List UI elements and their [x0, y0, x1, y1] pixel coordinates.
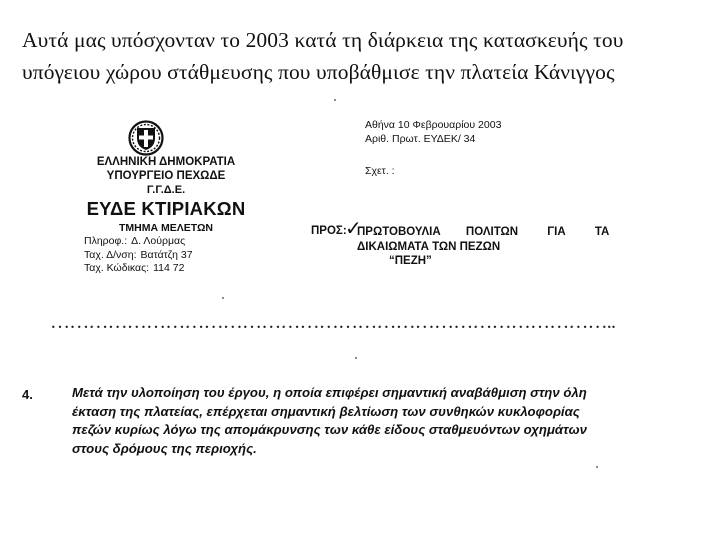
sender-ministry: ΥΠΟΥΡΓΕΙΟ ΠΕΧΩΔΕ: [106, 170, 226, 182]
recipient-word-4: ΤΑ: [594, 226, 610, 238]
paragraph-text: [72, 384, 692, 458]
letter-date: Αθήνα 10 Φεβρουαρίου 2003: [365, 119, 502, 131]
sender-zip-row: [84, 262, 266, 276]
paragraph-line-3: πεζών κυρίως λόγω της απομάκρυνσης των κάθε είδους σταθμευόντων οχημάτων: [72, 422, 587, 438]
sender-address-row: [84, 249, 266, 263]
recipient-word-2: ΠΟΛΙΤΩΝ: [465, 226, 519, 238]
recipient-lines: [357, 225, 609, 269]
sender-unit: ΕΥΔΕ ΚΤΙΡΙΑΚΩΝ: [86, 198, 246, 219]
header-right: [365, 118, 501, 178]
scan-speck: [355, 357, 357, 359]
zip-label: Ταχ. Κώδικας:: [84, 262, 150, 274]
greek-coat-of-arms-icon: [128, 120, 164, 156]
recipient-word-3: ΓΙΑ: [547, 226, 566, 238]
address-value: Βατάτζη 37: [140, 248, 193, 261]
recipient-label: ΠΡΟΣ:: [311, 225, 347, 237]
sender-country: ΕΛΛΗΝΙΚΗ ΔΗΜΟΚΡΑΤΙΑ: [96, 156, 236, 168]
info-label: Πληροφ.:: [84, 235, 128, 247]
scan-speck: [334, 99, 336, 101]
protocol-number: Αριθ. Πρωτ. ΕΥΔΕΚ/ 34: [365, 133, 476, 145]
recipient-line-1: [357, 225, 609, 240]
address-label: Ταχ. Δ/νση:: [84, 248, 137, 261]
scan-speck: [596, 466, 598, 468]
caption: [22, 24, 712, 88]
info-value: Δ. Λούρμας: [131, 235, 186, 247]
sender-block: [66, 155, 266, 276]
relation-field: Σχετ. :: [365, 165, 395, 177]
sender-gd: Γ.Γ.Δ.Ε.: [146, 184, 186, 196]
caption-line-1: Αυτά μας υπόσχονταν το 2003 κατά τη διάρκεια της κατασκευής του: [22, 28, 624, 52]
recipient-word-1: ΠΡΩΤΟΒΟΥΛΙΑ: [357, 226, 441, 238]
recipient-line-3: “ΠΕΖΗ”: [389, 255, 432, 267]
separator-dots: ……………………………………………………………………………..: [50, 311, 616, 333]
scan-speck: [222, 297, 224, 299]
caption-line-2: υπόγειου χώρου στάθμευσης που υποβάθμισε την πλατεία Κάνιγγος: [22, 60, 615, 84]
sender-info-row: [84, 235, 266, 249]
zip-value: 114 72: [153, 262, 185, 274]
paragraph-line-2: έκταση της πλατείας, επέρχεται σημαντική βελτίωση των συνθηκών κυκλοφορίας: [72, 403, 580, 419]
paragraph-number: 4.: [22, 387, 33, 402]
recipient-line-2: ΔΙΚΑΙΩΜΑΤΑ ΤΩΝ ΠΕΖΩΝ: [357, 240, 501, 253]
paragraph-line-1: Μετά την υλοποίηση του έργου, η οποία επιφέρει σημαντική αναβάθμιση στην όλη: [72, 385, 587, 400]
sender-department: ΤΜΗΜΑ ΜΕΛΕΤΩΝ: [119, 222, 213, 234]
paragraph-line-4: στους δρόμους της περιοχής.: [72, 440, 257, 456]
checkmark-icon: ✓: [345, 218, 362, 240]
